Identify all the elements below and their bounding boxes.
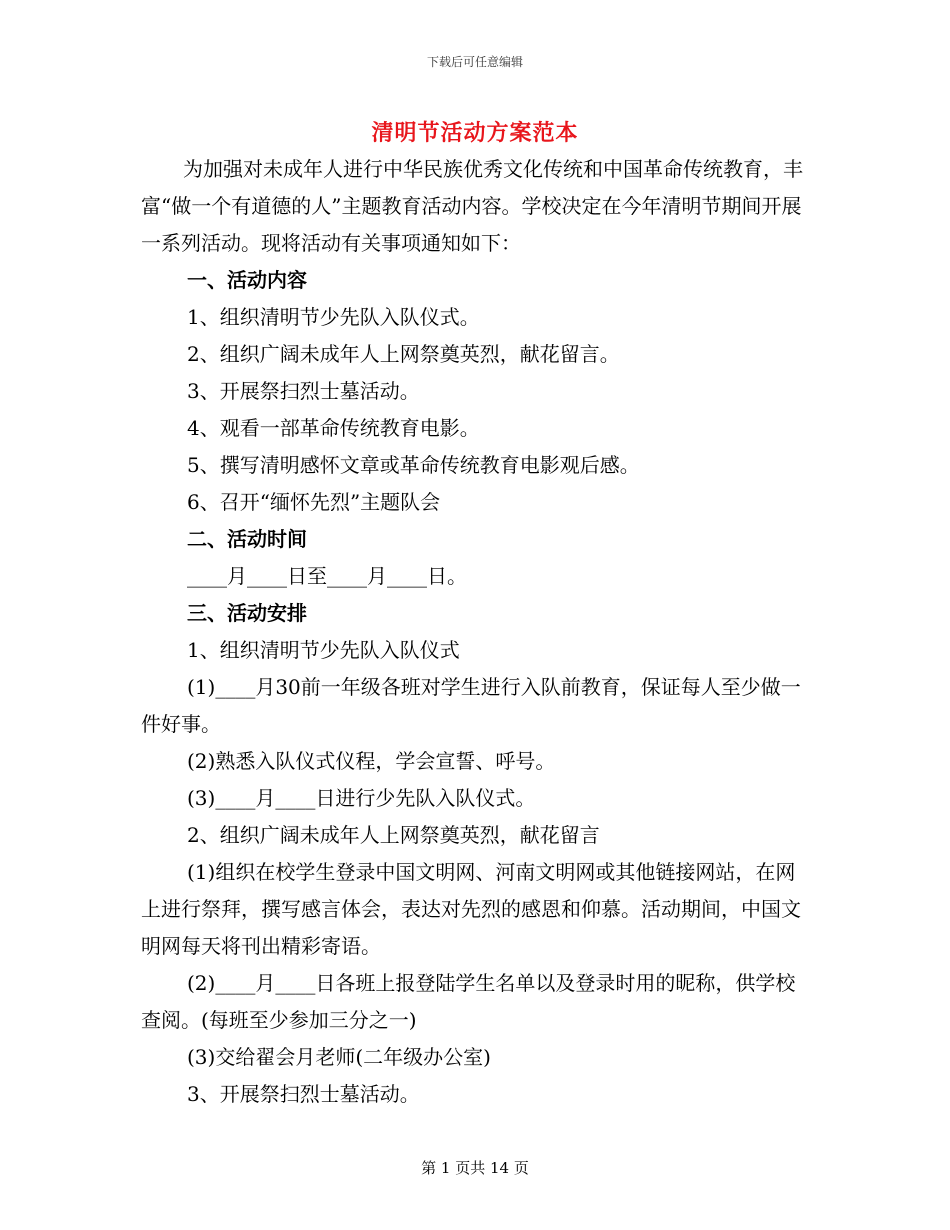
sub-item: (1)____月30前一年级各班对学生进行入队前教育，保证每人至少做一件好事。 — [141, 675, 801, 736]
list-item: 1、组织清明节少先队入队仪式。 — [187, 305, 480, 329]
sub-item: (2)____月____日各班上报登陆学生名单以及登录时用的昵称，供学校查阅。(每班至少参加三分之一) — [141, 971, 796, 1032]
sub-item: (3)交给翟会月老师(二年级办公室) — [187, 1045, 491, 1069]
page-footer: 第 1 页共 14 页 — [421, 1159, 529, 1177]
list-item: 5、撰写清明感怀文章或革命传统教育电影观后感。 — [187, 453, 640, 477]
list-item: 3、开展祭扫烈士墓活动。 — [187, 379, 420, 403]
document-title: 清明节活动方案范本 — [371, 120, 579, 146]
list-item: 2、组织广阔未成年人上网祭奠英烈，献花留言。 — [187, 342, 620, 366]
section-heading-time: 二、活动时间 — [187, 527, 307, 551]
list-item: 3、开展祭扫烈士墓活动。 — [187, 1082, 420, 1106]
document-body — [141, 151, 807, 1113]
section-heading-content: 一、活动内容 — [187, 268, 307, 292]
list-item: 4、观看一部革命传统教育电影。 — [187, 416, 480, 440]
page-header: 下载后可任意编辑 — [426, 55, 523, 69]
date-range-line: ____月____日至____月____日。 — [187, 564, 467, 588]
sub-item: (3)____月____日进行少先队入队仪式。 — [187, 786, 536, 810]
intro-paragraph: 为加强对未成年人进行中华民族优秀文化传统和中国革命传统教育，丰富“做一个有道德的人”主题教育活动内容。学校决定在今年清明节期间开展一系列活动。现将活动有关事项通知如下： — [141, 157, 803, 255]
list-item: 2、组织广阔未成年人上网祭奠英烈，献花留言 — [187, 823, 600, 847]
sub-item: (1)组织在校学生登录中国文明网、河南文明网或其他链接网站，在网上进行祭拜，撰写感言体会，表达对先烈的感恩和仰慕。活动期间，中国文明网每天将刊出精彩寄语。 — [141, 860, 801, 958]
sub-item: (2)熟悉入队仪式仪程，学会宣誓、呼号。 — [187, 749, 556, 773]
list-item: 6、召开“缅怀先烈”主题队会 — [187, 490, 441, 514]
list-item: 1、组织清明节少先队入队仪式 — [187, 638, 460, 662]
section-heading-schedule: 三、活动安排 — [187, 601, 307, 625]
